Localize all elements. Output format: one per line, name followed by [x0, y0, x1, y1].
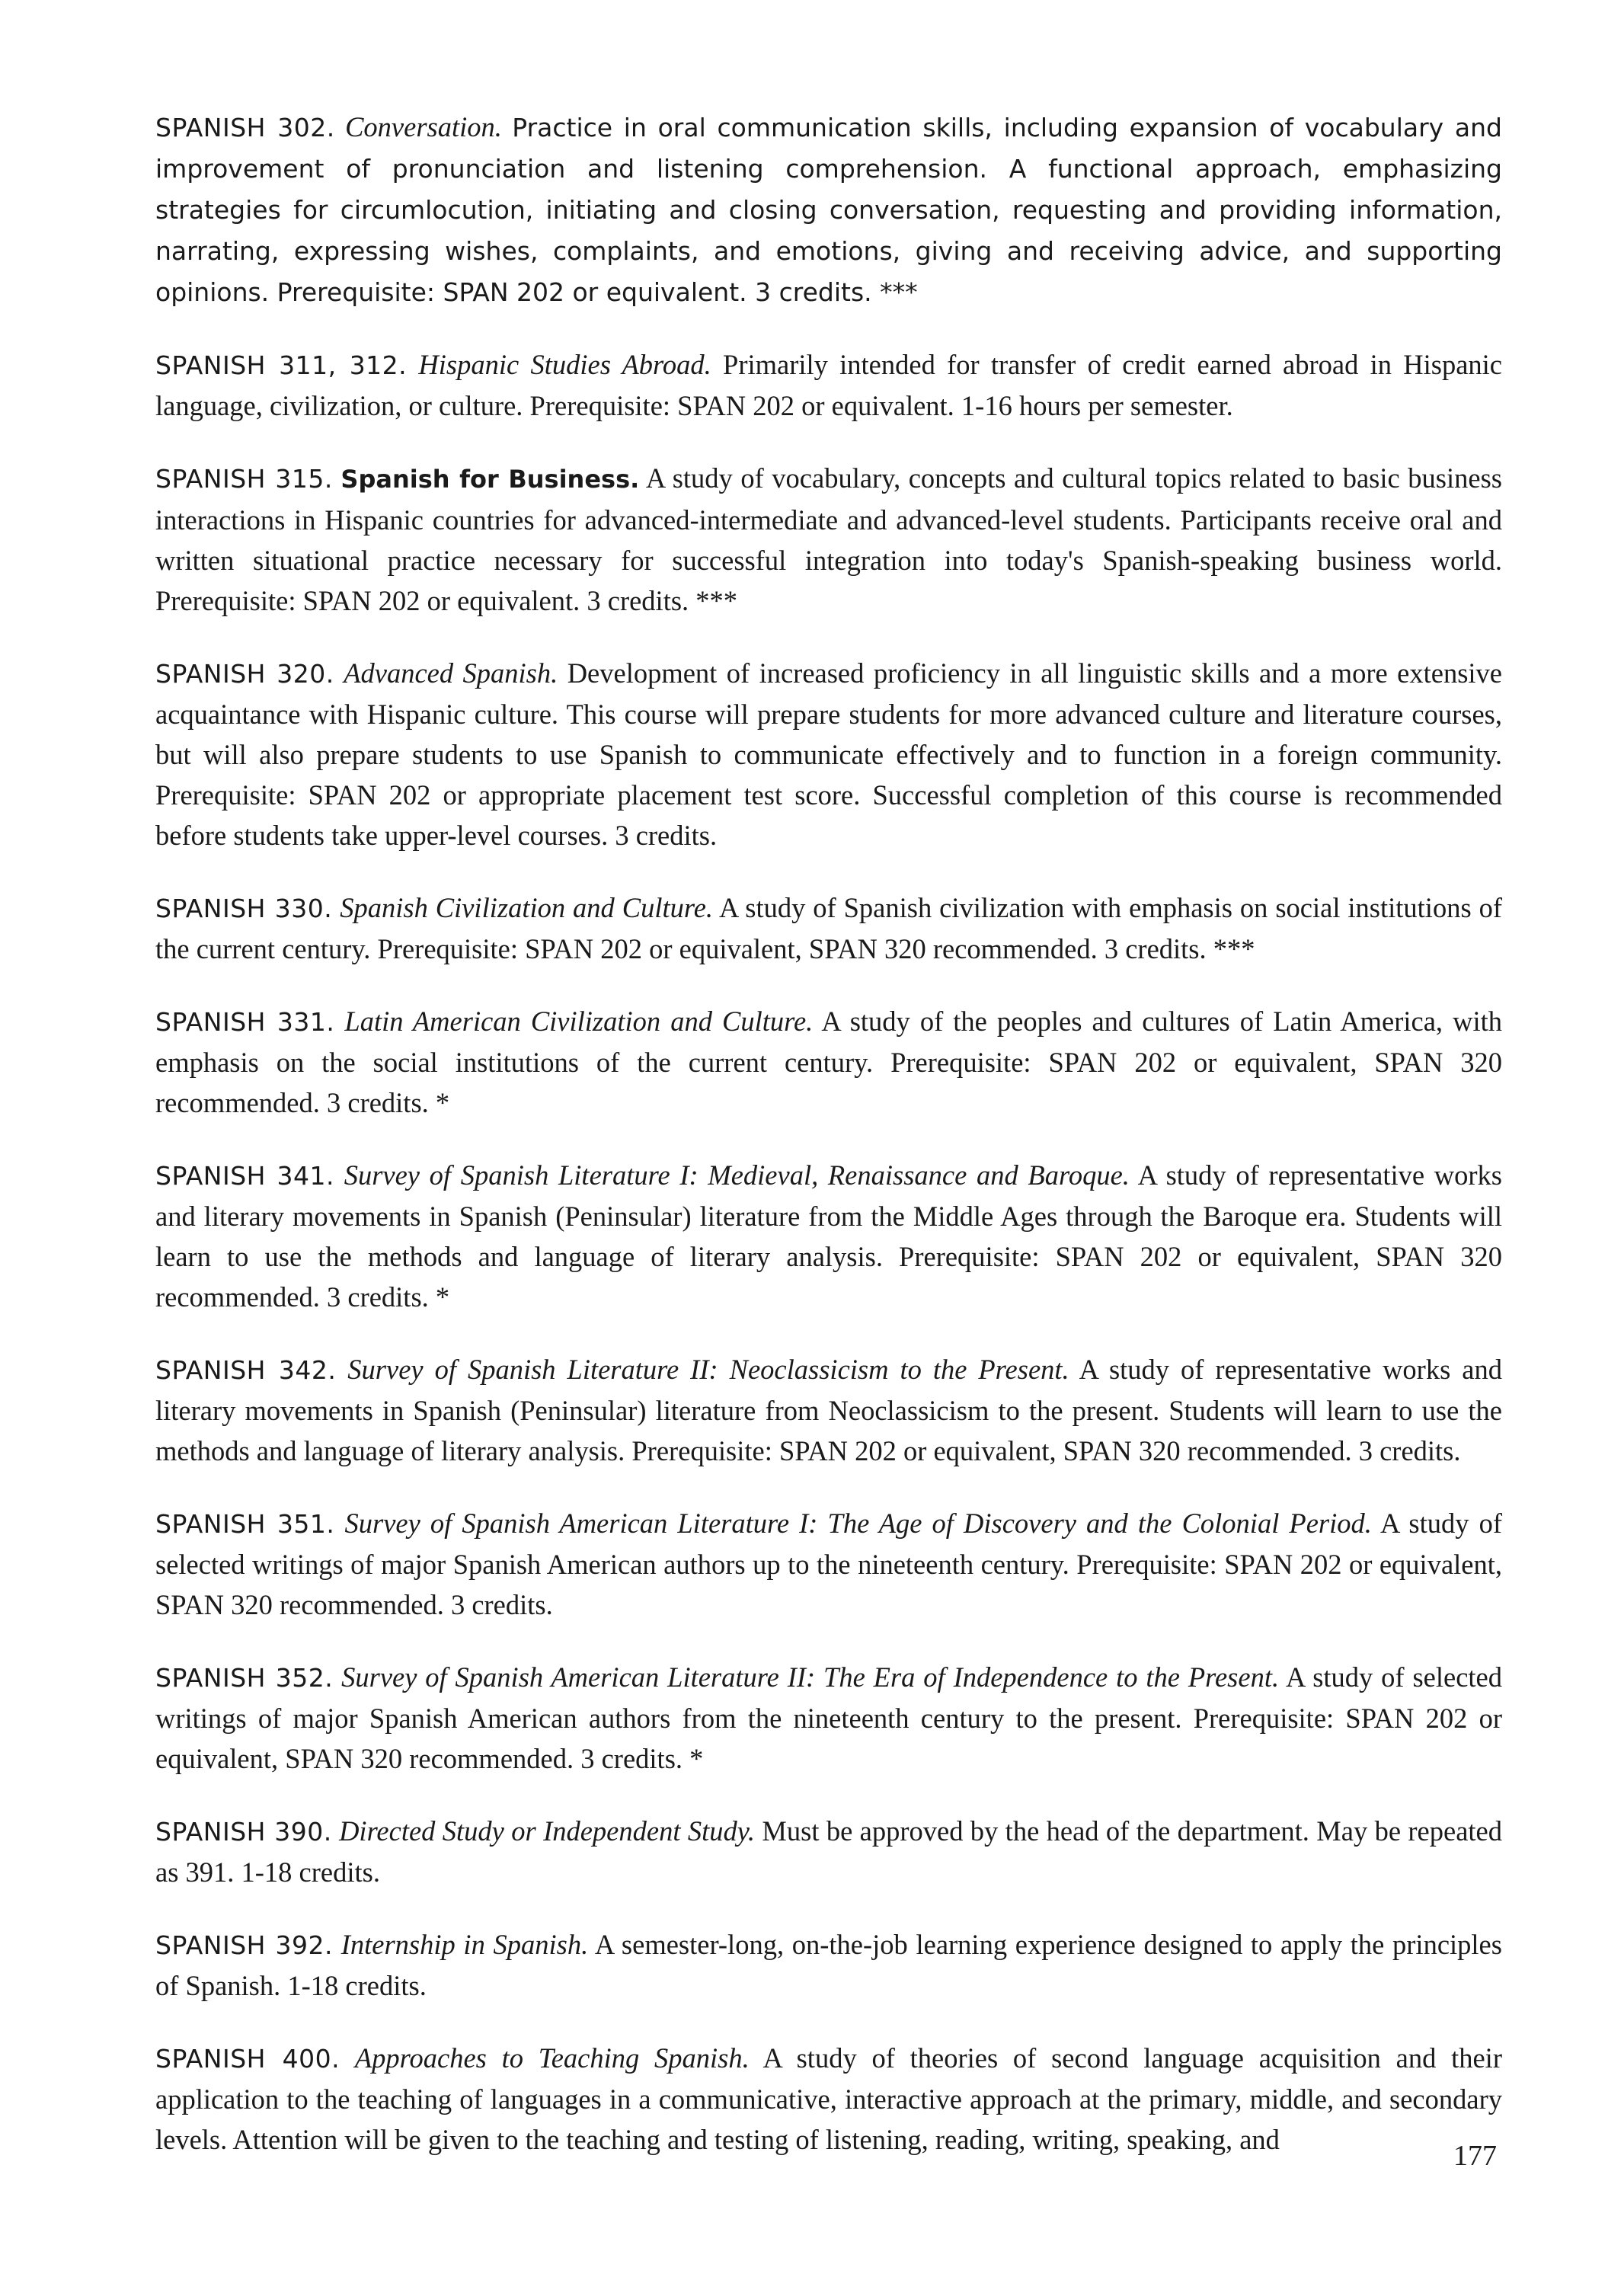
course-title: Survey of Spanish Literature I: Medieval, Renaissance and Baroque. — [344, 1159, 1130, 1191]
course-entry-spanish-341 — [155, 1155, 1502, 1317]
course-description: A study of selected writings of major Spanish American authors from the nineteenth century to the present. Prerequisite: SPAN 202 or equivalent, SPAN 320 recommended. 3 credits. * — [155, 1661, 1502, 1774]
course-description: Practice in oral communication skills, including expansion of vocabulary and improvement of pronunciation and listening comprehension. A functional approach, emphasizing strategies for circumlocution, initiating and closing conversation, requesting and providing information, narrating, expressing wishes, complaints, and emotions, giving and receiving advice, and supporting opinions. Prerequisite: SPAN 202 or equivalent. 3 credits. *** — [155, 113, 1503, 307]
course-entry-spanish-311-312 — [155, 344, 1502, 426]
course-description: A study of vocabulary, concepts and cultural topics related to basic business interactions in Hispanic countries for advanced-intermediate and advanced-level students. Participants receive oral and written situational practice necessary for successful integration into today's Spanish-speaking business world. Prerequisite: SPAN 202 or equivalent. 3 credits. *** — [155, 462, 1502, 616]
course-entry-spanish-330 — [155, 887, 1502, 969]
course-code: SPANISH 341. — [155, 1161, 335, 1191]
course-code: SPANISH 351. — [155, 1509, 335, 1539]
course-title: Approaches to Teaching Spanish. — [354, 2042, 750, 2074]
course-title: Spanish for Business. — [340, 465, 640, 494]
course-code: SPANISH 390. — [155, 1817, 332, 1847]
course-description: Development of increased proficiency in all linguistic skills and a more extensive acquaintance with Hispanic culture. This course will prepare students for more advanced culture and literature courses, but will also prepare students to use Spanish to communicate effectively and to function in a foreign community. Prerequisite: SPAN 202 or appropriate placement test score. Successful completion of this course is recommended before students take upper-level courses. 3 credits. — [155, 657, 1502, 851]
course-title: Advanced Spanish. — [344, 657, 558, 689]
course-title: Survey of Spanish American Literature I: The Age of Discovery and the Colonial Period. — [344, 1508, 1372, 1539]
course-description: Primarily intended for transfer of credit earned abroad in Hispanic language, civilization, or culture. Prerequisite: SPAN 202 or equivalent. 1-16 hours per semester. — [155, 349, 1502, 421]
course-code: SPANISH 400. — [155, 2044, 340, 2074]
course-description: A study of theories of second language acquisition and their application to the teaching of languages in a communicative, interactive approach at the primary, middle, and secondary levels. Attention will be given to the teaching and testing of listening, reading, writing, speaking, and — [155, 2042, 1502, 2155]
course-title: Internship in Spanish. — [340, 1929, 589, 1960]
course-title: Conversation. — [345, 111, 502, 142]
course-title: Survey of Spanish American Literature II: The Era of Independence to the Present. — [341, 1661, 1280, 1693]
course-entry-spanish-302 — [155, 107, 1502, 312]
page-number: 177 — [1453, 2140, 1497, 2172]
course-description: Must be approved by the head of the department. May be repeated as 391. 1-18 credits. — [155, 1815, 1502, 1888]
course-description: A study of Spanish civilization with emphasis on social institutions of the current century. Prerequisite: SPAN 202 or equivalent, SPAN 320 recommended. 3 credits. *** — [155, 892, 1502, 964]
course-entry-spanish-352 — [155, 1657, 1502, 1779]
course-description: A study of representative works and literary movements in Spanish (Peninsular) literature from Neoclassicism to the present. Students will learn to use the methods and language of literary analysis. Prerequisite: SPAN 202 or equivalent, SPAN 320 recommended. 3 credits. — [155, 1354, 1502, 1466]
course-code: SPANISH 320. — [155, 659, 334, 689]
course-code: SPANISH 330. — [155, 894, 333, 923]
course-title: Latin American Civilization and Culture. — [344, 1006, 814, 1037]
course-entry-spanish-320 — [155, 653, 1502, 855]
course-entry-spanish-400 — [155, 2038, 1502, 2160]
course-description: A semester-long, on-the-job learning experience designed to apply the principles of Spanish. 1-18 credits. — [155, 1929, 1502, 2001]
course-entry-spanish-331 — [155, 1001, 1502, 1123]
course-code: SPANISH 302. — [155, 113, 335, 142]
course-code: SPANISH 352. — [155, 1663, 334, 1693]
course-code: SPANISH 342. — [155, 1355, 337, 1385]
course-entry-spanish-351 — [155, 1503, 1502, 1625]
course-code: SPANISH 315. — [155, 464, 333, 494]
course-description: A study of selected writings of major Spanish American authors up to the nineteenth century. Prerequisite: SPAN 202 or equivalent, SPAN 320 recommended. 3 credits. — [155, 1508, 1502, 1620]
course-code: SPANISH 392. — [155, 1930, 334, 1960]
course-entry-spanish-392 — [155, 1924, 1502, 2006]
course-description: A study of the peoples and cultures of Latin America, with emphasis on the social institutions of the current century. Prerequisite: SPAN 202 or equivalent, SPAN 320 recommended. 3 credits. * — [155, 1006, 1502, 1118]
course-title: Hispanic Studies Abroad. — [418, 349, 711, 380]
course-description: A study of representative works and literary movements in Spanish (Peninsular) literature from the Middle Ages through the Baroque era. Students will learn to use the methods and language of literary analysis. Prerequisite: SPAN 202 or equivalent, SPAN 320 recommended. 3 credits. * — [155, 1159, 1502, 1313]
course-entry-spanish-342 — [155, 1349, 1502, 1471]
course-title: Survey of Spanish Literature II: Neoclassicism to the Present. — [347, 1354, 1069, 1385]
course-code: SPANISH 311, 312. — [155, 350, 408, 380]
course-title: Directed Study or Independent Study. — [339, 1815, 756, 1847]
course-entry-spanish-315 — [155, 458, 1502, 621]
course-code: SPANISH 331. — [155, 1007, 335, 1037]
course-entry-spanish-390 — [155, 1811, 1502, 1892]
course-listing — [155, 107, 1502, 2192]
course-title: Spanish Civilization and Culture. — [340, 892, 714, 923]
